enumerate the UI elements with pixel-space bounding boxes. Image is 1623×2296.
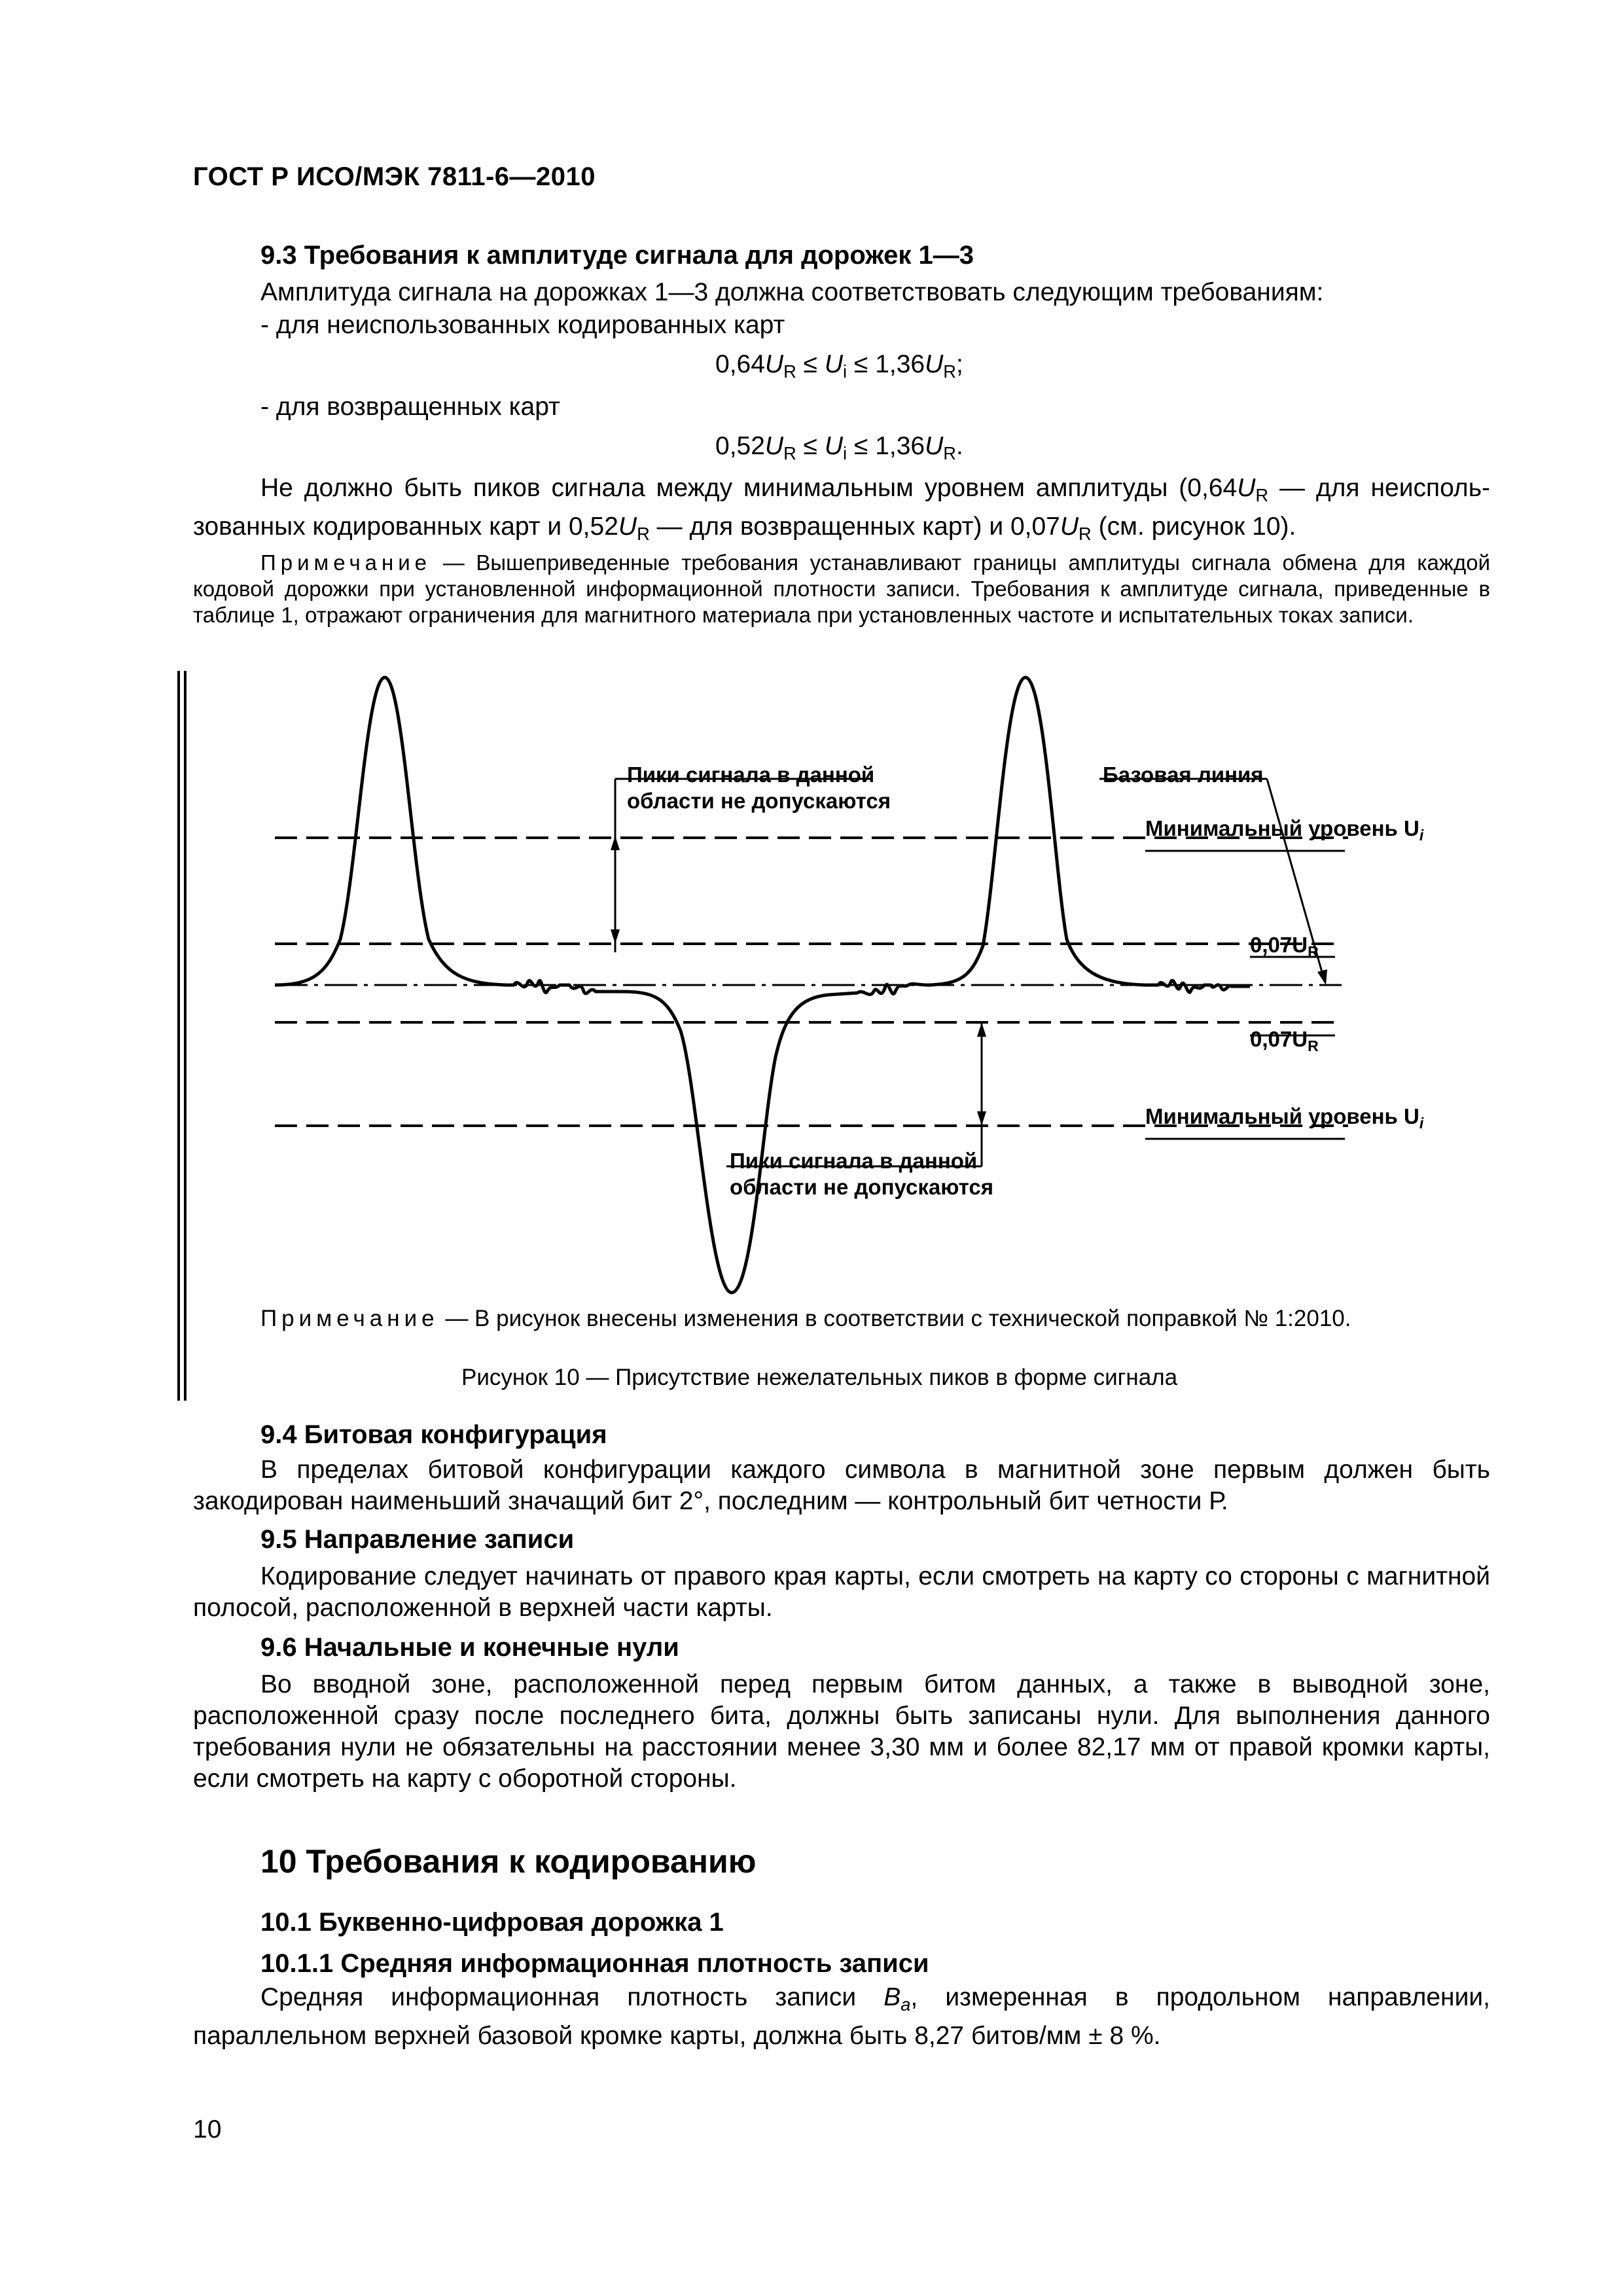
figure-10 — [177, 664, 1486, 1404]
section-9-6-heading: 9.6 Начальные и конечные нули — [260, 1633, 679, 1662]
section-9-4-text: В пределах битовой конфигурации каждого символа в магнитной зоне первым должен быть закодирован наименьший значащий бит 2°, последним — контрольный бит четности Р. — [193, 1456, 1490, 1515]
bottom-arrow-head-down — [977, 1111, 986, 1126]
label-007-bottom: $0,07U_R$ — [1250, 1027, 1319, 1054]
baseline-leader-arrow — [1317, 969, 1327, 985]
formula-returned-cards: $0,52U_R \le U_i \le 1,36U_R$. — [715, 432, 963, 464]
section-9-5-text: Кодирование следует начинать от правого края карты, если смотреть на карту со стороны с магнитной полосой, расположенной в верхней части карты. — [193, 1562, 1490, 1622]
figure-note: Примечание — В рисунок внесены изменения в соответствии с технической поправкой № 1:2010. — [260, 1306, 1351, 1331]
top-arrow-head-up — [611, 836, 620, 850]
section-10-1-1-heading: 10.1.1 Средняя информационная плотность записи — [260, 1949, 929, 1978]
section-9-6-text: Во вводной зоне, расположенной перед первым битом данных, а также в выводной зоне, расположенной сразу после последнего бита, должны быть записаны нули. Для выполнения данного требования нули не обязательны на расстоянии менее 3,30 мм и более 82,17 мм от правой кромки карты, если смотреть на карту с оборотной стороны. — [193, 1670, 1490, 1793]
label-peaks-bottom-line2: области не допускаются — [730, 1175, 993, 1199]
section-10-1-heading: 10.1 Буквенно-цифровая дорожка 1 — [260, 1908, 724, 1937]
page-number: 10 — [193, 2115, 222, 2144]
label-peaks-bottom-line1: Пики сигнала в данной — [730, 1149, 978, 1173]
section-9-3-heading: 9.3 Требования к амплитуде сигнала для дорожек 1—3 — [260, 241, 974, 270]
figure-caption: Рисунок 10 — Присутствие нежелательных пиков в форме сигнала — [461, 1365, 1178, 1390]
bottom-arrow-head-up — [977, 1022, 986, 1037]
section-9-4-heading: 9.4 Битовая конфигурация — [260, 1420, 607, 1449]
formula-unused-cards: $0,64U_R \le U_i \le 1,36U_R$; — [715, 350, 963, 382]
document-header: ГОСТ Р ИСО/МЭК 7811-6—2010 — [193, 162, 596, 191]
label-peaks-top-line2: области не допускаются — [627, 789, 891, 813]
label-min-level-top: Минимальный уровень $U_i$ — [1145, 816, 1424, 844]
section-9-3-paragraph: Не должно быть пиков сигнала между минимальным уровнем амплитуды ($0,64U_R$ — для неисполь-зованных кодированных карт и $0,52U_R$ — для возвращенных карт) и $0,07U_R$ (см. рисунок 10). — [193, 474, 1490, 545]
section-9-3-intro: Амплитуда сигнала на дорожках 1—3 должна соответствовать следующим требованиям: — [260, 278, 1324, 306]
label-min-level-bottom: Минимальный уровень $U_i$ — [1145, 1104, 1424, 1132]
label-peaks-top-line1: Пики сигнала в данной — [627, 762, 875, 787]
section-9-5-heading: 9.5 Направление записи — [260, 1525, 575, 1554]
top-arrow-head-down — [611, 929, 620, 944]
section-9-3-note: Примечание — Вышеприведенные требования устанавливают границы амплитуды сигнала обмена для каждой кодовой дорожки при установленной информационной плотности записи. Требования к амплитуде сигнала, приведенные в таблице 1, отражают ограничения для магнитного материала при установленных частоте и испытательных токах записи. — [193, 550, 1491, 627]
label-007-top: $0,07U_R$ — [1250, 933, 1319, 960]
section-10-heading: 10 Требования к кодированию — [260, 1843, 757, 1880]
section-9-3-item-returned: - для возвращенных карт — [260, 393, 560, 421]
section-9-3-item-unused: - для неиспользованных кодированных карт — [260, 311, 785, 339]
label-baseline: Базовая линия — [1103, 762, 1264, 787]
section-10-1-1-text: Средняя информационная плотность записи $B_a$, измеренная в продольном направлении, параллельном верхней базовой кромке карты, должна быть 8,27 битов/мм ± 8 %. — [193, 1983, 1490, 2051]
